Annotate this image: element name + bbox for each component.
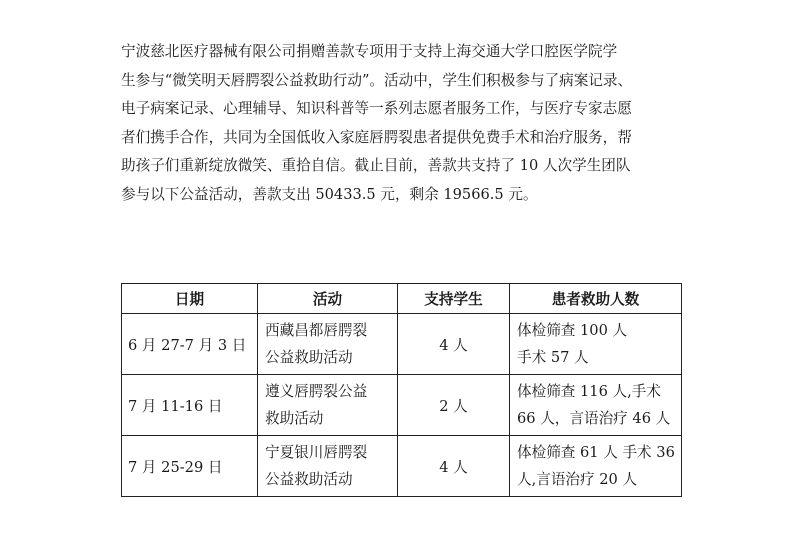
header-students: 支持学生 bbox=[398, 284, 510, 314]
cell-line: 救助活动 bbox=[265, 410, 324, 427]
cell-patients bbox=[510, 375, 682, 436]
cell-activity bbox=[258, 436, 398, 497]
table-row bbox=[122, 375, 682, 436]
cell-line: 手术 57 人 bbox=[517, 349, 589, 366]
header-activity: 活动 bbox=[258, 284, 398, 314]
cell-line: 宁夏银川唇腭裂 bbox=[265, 444, 368, 461]
paragraph-line: 生参与“微笑明天唇腭裂公益救助行动”。活动中，学生们积极参与了病案记录、 bbox=[121, 71, 633, 89]
paragraph-line: 宁波慈北医疗器械有限公司捐赠善款专项用于支持上海交通大学口腔医学院学 bbox=[121, 43, 618, 60]
cell-line: 西藏昌都唇腭裂 bbox=[265, 322, 368, 339]
paragraph-line: 参与以下公益活动，善款支出 50433.5 元，剩余 19566.5 元。 bbox=[121, 185, 538, 203]
paragraph-line: 助孩子们重新绽放微笑、重拾自信。截止目前，善款共支持了 10 人次学生团队 bbox=[121, 157, 631, 174]
cell-activity bbox=[258, 314, 398, 375]
cell-activity bbox=[258, 375, 398, 436]
cell-line: 公益救助活动 bbox=[265, 471, 353, 488]
cell-line: 体检筛查 116 人,手术 bbox=[517, 383, 661, 400]
donation-paragraph bbox=[121, 38, 681, 209]
cell-date: 7 月 25-29 日 bbox=[122, 436, 258, 497]
table-header-row bbox=[122, 284, 682, 314]
cell-students: 4 人 bbox=[398, 436, 510, 497]
cell-patients bbox=[510, 436, 682, 497]
cell-line: 66 人，言语治疗 46 人 bbox=[517, 410, 671, 427]
table-row bbox=[122, 436, 682, 497]
paragraph-line: 电子病案记录、心理辅导、知识科普等一系列志愿者服务工作，与医疗专家志愿 bbox=[121, 100, 632, 117]
header-date: 日期 bbox=[122, 284, 258, 314]
activity-table bbox=[121, 283, 682, 497]
cell-students: 4 人 bbox=[398, 314, 510, 375]
header-patients: 患者救助人数 bbox=[510, 284, 682, 314]
cell-date: 6 月 27-7 月 3 日 bbox=[122, 314, 258, 375]
cell-students: 2 人 bbox=[398, 375, 510, 436]
cell-line: 人,言语治疗 20 人 bbox=[517, 471, 638, 488]
paragraph-line: 者们携手合作，共同为全国低收入家庭唇腭裂患者提供免费手术和治疗服务，帮 bbox=[121, 128, 632, 146]
cell-line: 体检筛查 61 人 手术 36 bbox=[517, 444, 675, 461]
table-row bbox=[122, 314, 682, 375]
cell-date: 7 月 11-16 日 bbox=[122, 375, 258, 436]
cell-patients bbox=[510, 314, 682, 375]
cell-line: 体检筛查 100 人 bbox=[517, 322, 628, 339]
cell-line: 遵义唇腭裂公益 bbox=[265, 383, 368, 400]
cell-line: 公益救助活动 bbox=[265, 349, 353, 366]
